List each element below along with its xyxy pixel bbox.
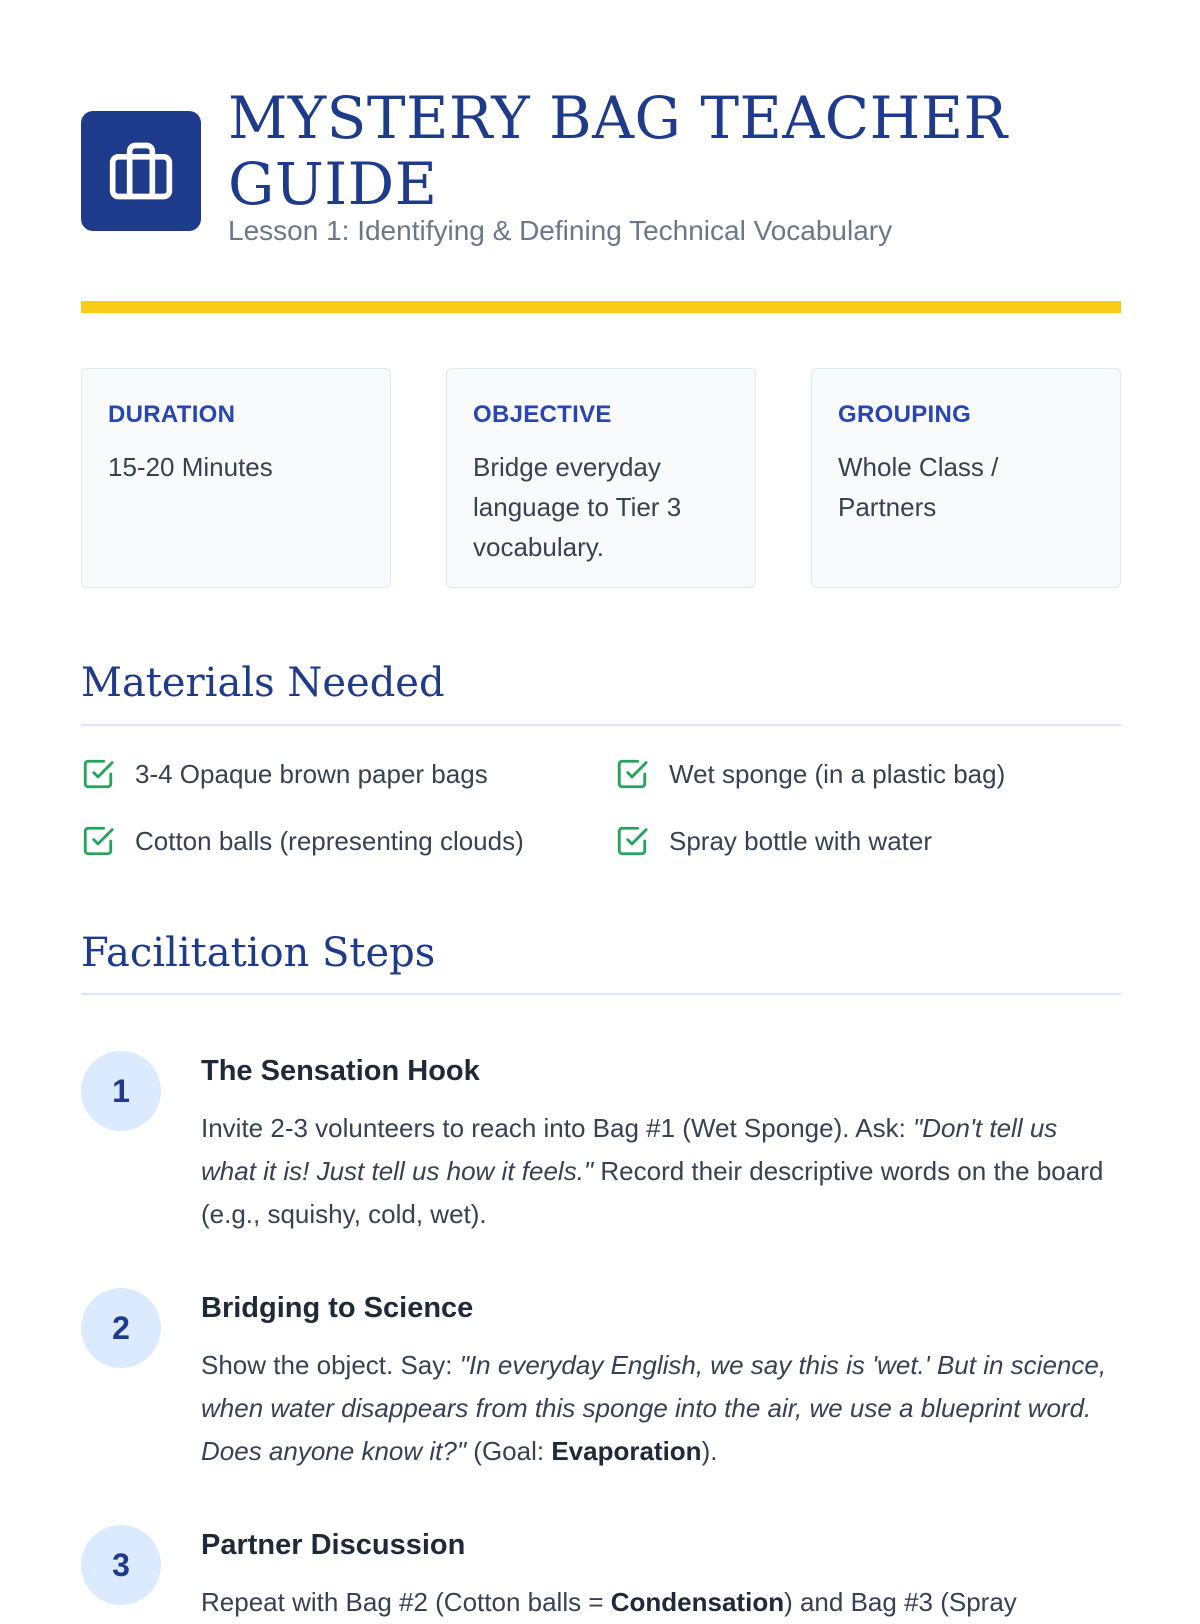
list-item (615, 821, 932, 861)
duration-card (81, 368, 391, 588)
header (81, 85, 1121, 255)
logo-badge (81, 111, 201, 231)
material-label: Spray bottle with water (669, 825, 933, 856)
list-item (81, 821, 524, 861)
card-label: DURATION (108, 401, 236, 428)
steps-heading: Facilitation Steps (81, 930, 436, 976)
step-body (201, 1344, 1111, 1473)
step-3 (81, 1525, 1121, 1617)
card-label: GROUPING (838, 401, 972, 428)
card-value: 15-20 Minutes (108, 452, 273, 482)
briefcase-icon (107, 137, 175, 205)
step-text: Show the object. Say: (201, 1350, 460, 1380)
vocab-term: Condensation (610, 1587, 785, 1617)
material-label: 3-4 Opaque brown paper bags (135, 758, 488, 789)
step-text: Record their descriptive words on the board (e.g., squishy, cold, wet). (201, 1156, 1104, 1229)
steps-divider (81, 993, 1121, 995)
step-text: ) and Bag #3 (Spray (784, 1587, 1017, 1617)
materials-heading: Materials Needed (81, 660, 445, 706)
header-divider (81, 301, 1121, 313)
page-title: MYSTERY BAG TEACHER GUIDE (228, 84, 1008, 218)
step-quote: "In everyday English, we say this is 'wet.' But in science, when water disappears from this sponge into the air, we use a blueprint word. Does anyone know it?" (201, 1350, 1107, 1466)
vocab-term: Evaporation (551, 1436, 702, 1466)
step-body (201, 1107, 1111, 1236)
step-1 (81, 1051, 1121, 1251)
checkbox-icon (615, 757, 649, 791)
list-item (81, 754, 488, 794)
step-text: Repeat with Bag #2 (Cotton balls = (201, 1587, 611, 1617)
material-label: Cotton balls (representing clouds) (135, 825, 524, 856)
step-quote: "Don't tell us what it is! Just tell us how it feels." (201, 1113, 1058, 1186)
materials-divider (81, 724, 1121, 726)
step-number-badge: 2 (81, 1288, 161, 1368)
step-2 (81, 1288, 1121, 1488)
step-title: Bridging to Science (201, 1292, 474, 1324)
info-cards (81, 368, 1121, 590)
checkbox-icon (615, 824, 649, 858)
checkbox-icon (81, 824, 115, 858)
step-number-badge: 1 (81, 1051, 161, 1131)
step-text: Invite 2-3 volunteers to reach into Bag #1 (Wet Sponge). Ask: (201, 1113, 914, 1143)
step-text: (Goal: (466, 1436, 552, 1466)
step-body (201, 1581, 1111, 1624)
material-label: Wet sponge (in a plastic bag) (669, 758, 1006, 789)
step-number-badge: 3 (81, 1525, 161, 1605)
step-title: Partner Discussion (201, 1529, 466, 1561)
grouping-card (811, 368, 1121, 588)
page-subtitle: Lesson 1: Identifying & Defining Technical Vocabulary (228, 215, 893, 246)
card-value: Whole Class / Partners (838, 452, 999, 522)
step-title: The Sensation Hook (201, 1055, 480, 1087)
step-text: ). (701, 1436, 718, 1466)
list-item (615, 754, 1005, 794)
card-value: Bridge everyday language to Tier 3 vocabulary. (473, 452, 682, 562)
card-label: OBJECTIVE (473, 401, 612, 428)
checkbox-icon (81, 757, 115, 791)
objective-card (446, 368, 756, 588)
